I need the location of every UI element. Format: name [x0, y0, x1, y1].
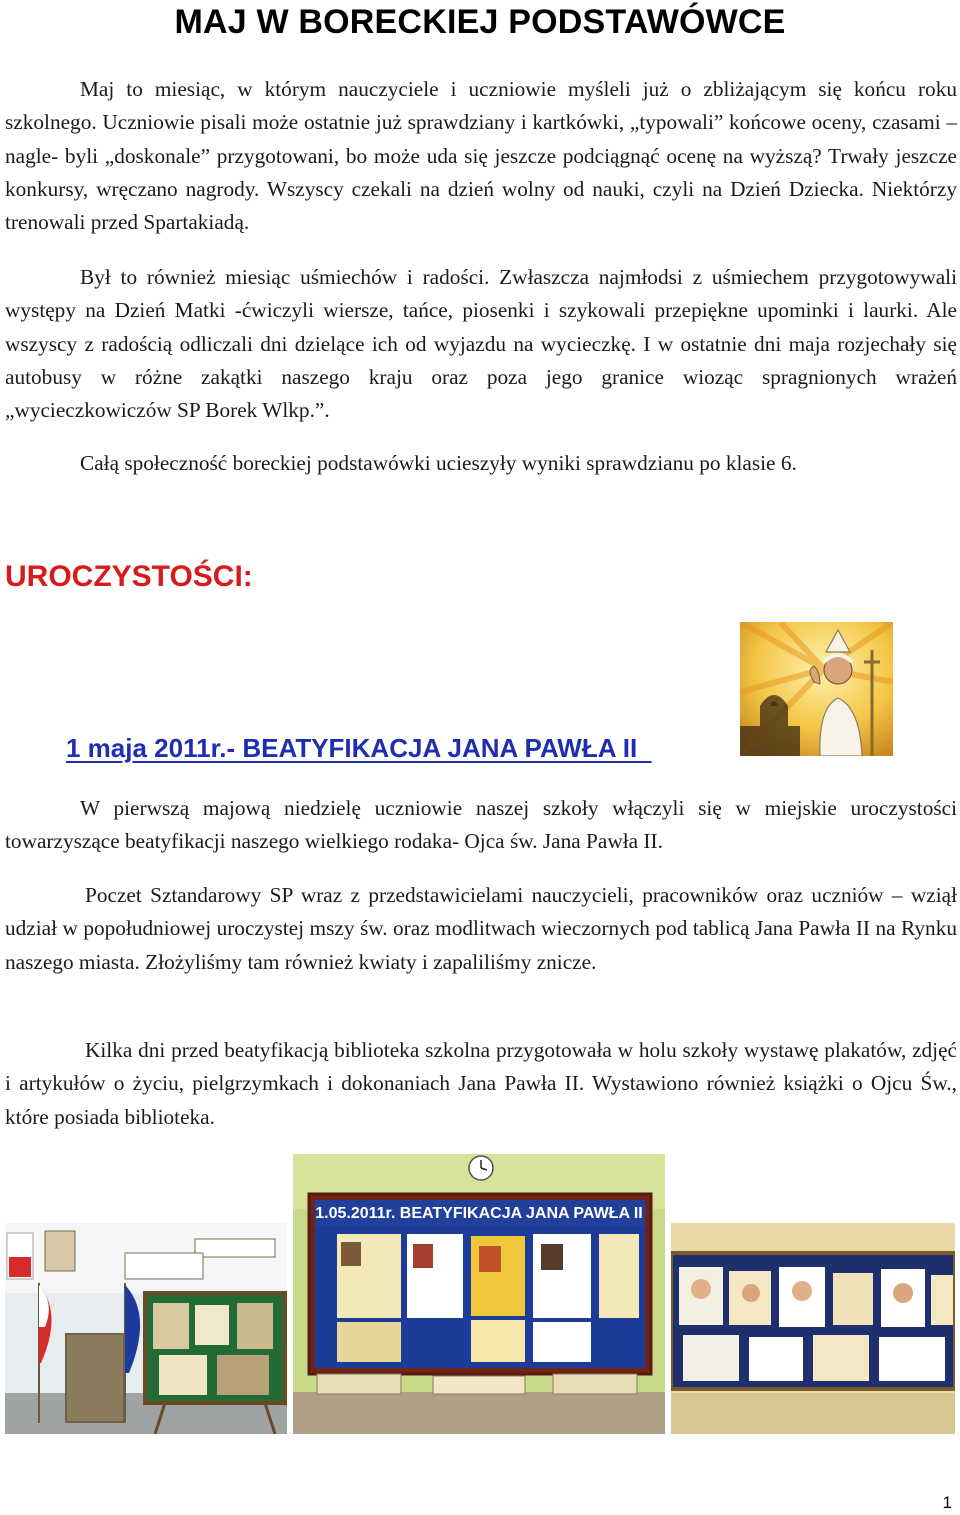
section-paragraph-3-text: Kilka dni przed beatyfikacją biblioteka szkolna przygotowała w holu szkoły wystawę plakatów, zdjęć i artykułów o życiu, pielgrzymkach i dokonaniach Jana Pawła II. Wystawiono również książki o Ojcu Św., które posiada biblioteka.: [5, 1038, 957, 1129]
photo-wall-board: [671, 1223, 955, 1434]
section-paragraph-3: [5, 1034, 957, 1134]
photo-school-hall: [5, 1223, 287, 1434]
subheading-beatification: 1 maja 2011r.- BEATYFIKACJA JANA PAWŁA II: [66, 733, 652, 763]
pope-illustration: [740, 622, 893, 756]
section-paragraph-1-text: W pierwszą majową niedzielę uczniowie naszej szkoły włączyli się w miejskie uroczystości towarzyszące beatyfikacji naszego wielkiego rodaka- Ojca św. Jana Pawła II.: [5, 796, 957, 854]
page-title: MAJ W BORECKIEJ PODSTAWÓWCE: [174, 3, 786, 41]
photo-exhibition-drawing: [293, 1154, 665, 1434]
exhibition-banner-text: 1.05.2011r. BEATYFIKACJA JANA PAWŁA II: [315, 1205, 643, 1222]
page-number: 1: [942, 1493, 952, 1512]
intro-paragraph-3: [5, 447, 957, 480]
intro-paragraph-1: [5, 73, 957, 239]
intro-paragraph-2-text: Był to również miesiąc uśmiechów i radości. Zwłaszcza najmłodsi z uśmiechem przygotowywali występy na Dzień Matki -ćwiczyli wiersze, tańce, piosenki i szykowali przepiękne upominki i laurki. Ale wszyscy z radością odliczali dni dzielące ich od wyjazdu na wycieczkę. I w ostatnie dni maja rozjechały się autobusy w różne zakątki naszego kraju oraz poza jego granice wioząc spragnionych wrażeń „wycieczkowiczów SP Borek Wlkp.”.: [5, 265, 957, 423]
section-paragraph-2-text: Poczet Sztandarowy SP wraz z przedstawicielami nauczycieli, pracowników oraz uczniów – wziął udział w popołudniowej uroczystej mszy św. oraz modlitwach wieczornych pod tablicą Jana Pawła II na Rynku naszego miasta. Złożyliśmy tam również kwiaty i zapaliliśmy znicze.: [5, 883, 957, 974]
intro-paragraph-2: [5, 261, 957, 427]
pope-illustration-drawing: [740, 622, 893, 756]
section-heading: UROCZYSTOŚCI:: [5, 560, 253, 593]
intro-paragraph-3-text: Całą społeczność boreckiej podstawówki ucieszyły wyniki sprawdzianu po klasie 6.: [80, 451, 797, 475]
photo-exhibition: [293, 1154, 665, 1434]
section-paragraph-1: [5, 792, 957, 859]
photo-wall-board-drawing: [671, 1223, 955, 1434]
photo-school-hall-drawing: [5, 1223, 287, 1434]
intro-paragraph-1-text: Maj to miesiąc, w którym nauczyciele i uczniowie myśleli już o zbliżającym się końcu roku szkolnego. Uczniowie pisali może ostatnie już sprawdziany i kartkówki, „typowali” końcowe oceny, czasami – nagle- byli „doskonale” przygotowani, bo może uda się jeszcze podciągnąć ocenę na wyższą? Trwały jeszcze konkursy, wręczano nagrody. Wszyscy czekali na dzień wolny od nauki, czyli na Dzień Dziecka. Niektórzy trenowali przed Spartakiadą.: [5, 77, 957, 235]
section-paragraph-2: [5, 879, 957, 979]
